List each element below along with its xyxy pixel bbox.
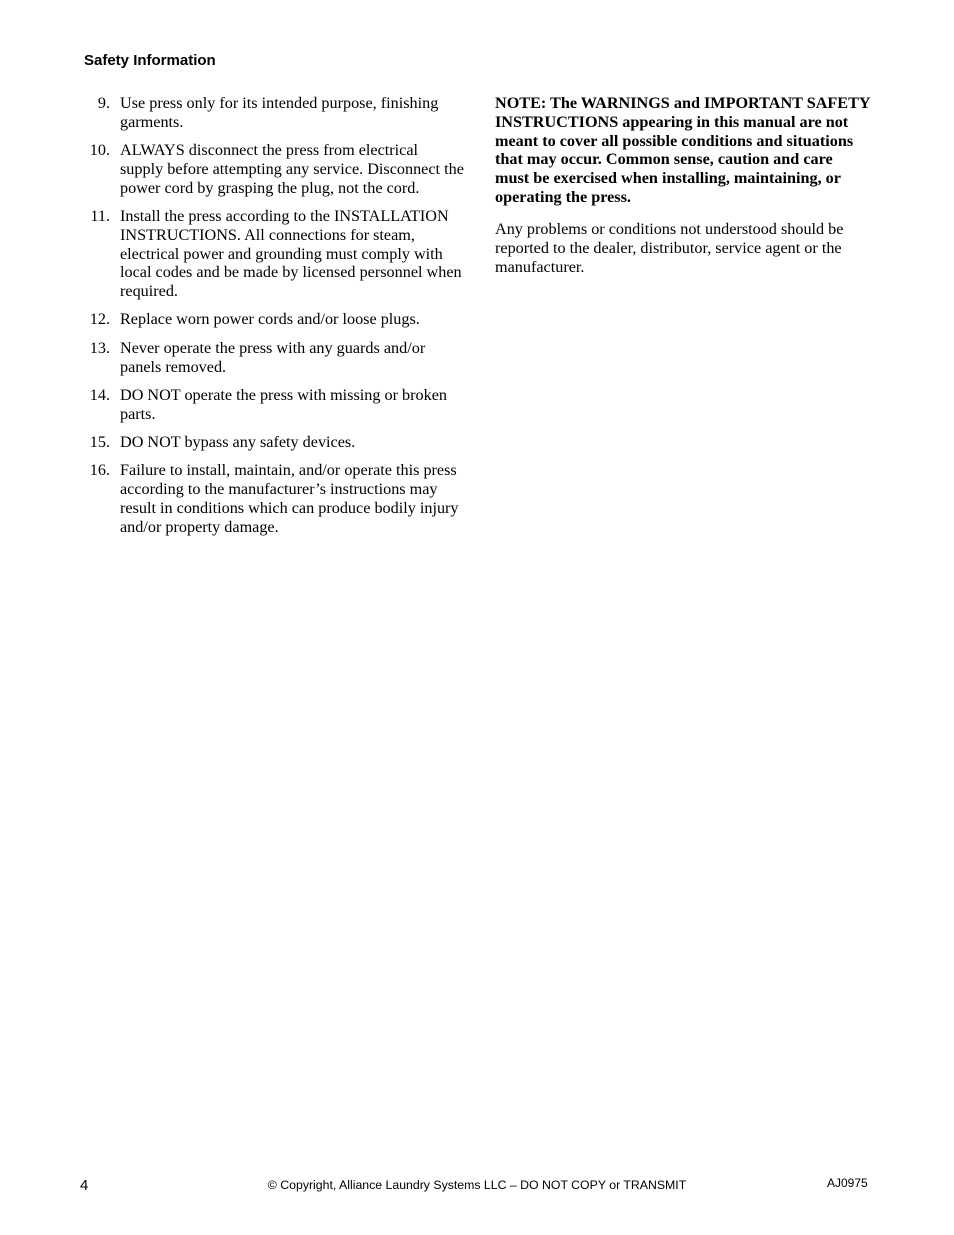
- problems-paragraph: Any problems or conditions not understood should be reported to the dealer, distributor, service agent or the manufacturer.: [495, 219, 844, 276]
- left-column: [84, 94, 464, 546]
- item-text: Install the press according to the INSTALLATION INSTRUCTIONS. All connections for steam, electrical power and grounding must comply with local codes and be made by licensed personnel when required.: [120, 206, 462, 301]
- item-text: Use press only for its intended purpose, finishing garments.: [120, 94, 439, 131]
- list-item: [84, 207, 464, 301]
- item-number: 11.: [90, 206, 110, 225]
- item-number: 14.: [89, 385, 110, 404]
- item-text: ALWAYS disconnect the press from electrical supply before attempting any service. Disconnect the power cord by grasping the plug, not the cord.: [120, 141, 464, 197]
- right-column: [495, 94, 870, 277]
- safety-note: NOTE: The WARNINGS and IMPORTANT SAFETY INSTRUCTIONS appearing in this manual are not meant to cover all possible conditions and situations that may occur. Common sense, caution and care must be exercised when installing, maintaining, or operating the press.: [495, 94, 870, 206]
- item-text: DO NOT operate the press with missing or broken parts.: [120, 385, 447, 423]
- copyright-notice: © Copyright, Alliance Laundry Systems LLC – DO NOT COPY or TRANSMIT: [267, 1178, 687, 1192]
- page-number: 4: [80, 1177, 89, 1194]
- item-text: Never operate the press with any guards and/or panels removed.: [120, 338, 426, 376]
- list-item: [84, 141, 464, 197]
- item-text: Replace worn power cords and/or loose plugs.: [120, 310, 420, 329]
- item-text: DO NOT bypass any safety devices.: [120, 432, 356, 451]
- item-number: 13.: [89, 338, 110, 357]
- item-number: 10.: [89, 141, 110, 160]
- list-item: [84, 310, 464, 329]
- item-number: 15.: [89, 432, 110, 451]
- list-item: [84, 461, 464, 536]
- item-number: 12.: [89, 310, 110, 329]
- section-title: Safety Information: [84, 52, 216, 69]
- list-item: [84, 433, 464, 452]
- safety-instructions-list: [84, 94, 464, 536]
- list-item: [84, 94, 464, 132]
- list-item: [84, 339, 464, 377]
- document-code: AJ0975: [827, 1176, 868, 1190]
- item-number: 9.: [97, 94, 110, 112]
- item-text: Failure to install, maintain, and/or operate this press according to the manufacturer’s instructions may result in conditions which can produce bodily injury and/or property damage.: [120, 461, 459, 536]
- list-item: [84, 386, 464, 424]
- item-number: 16.: [89, 461, 110, 480]
